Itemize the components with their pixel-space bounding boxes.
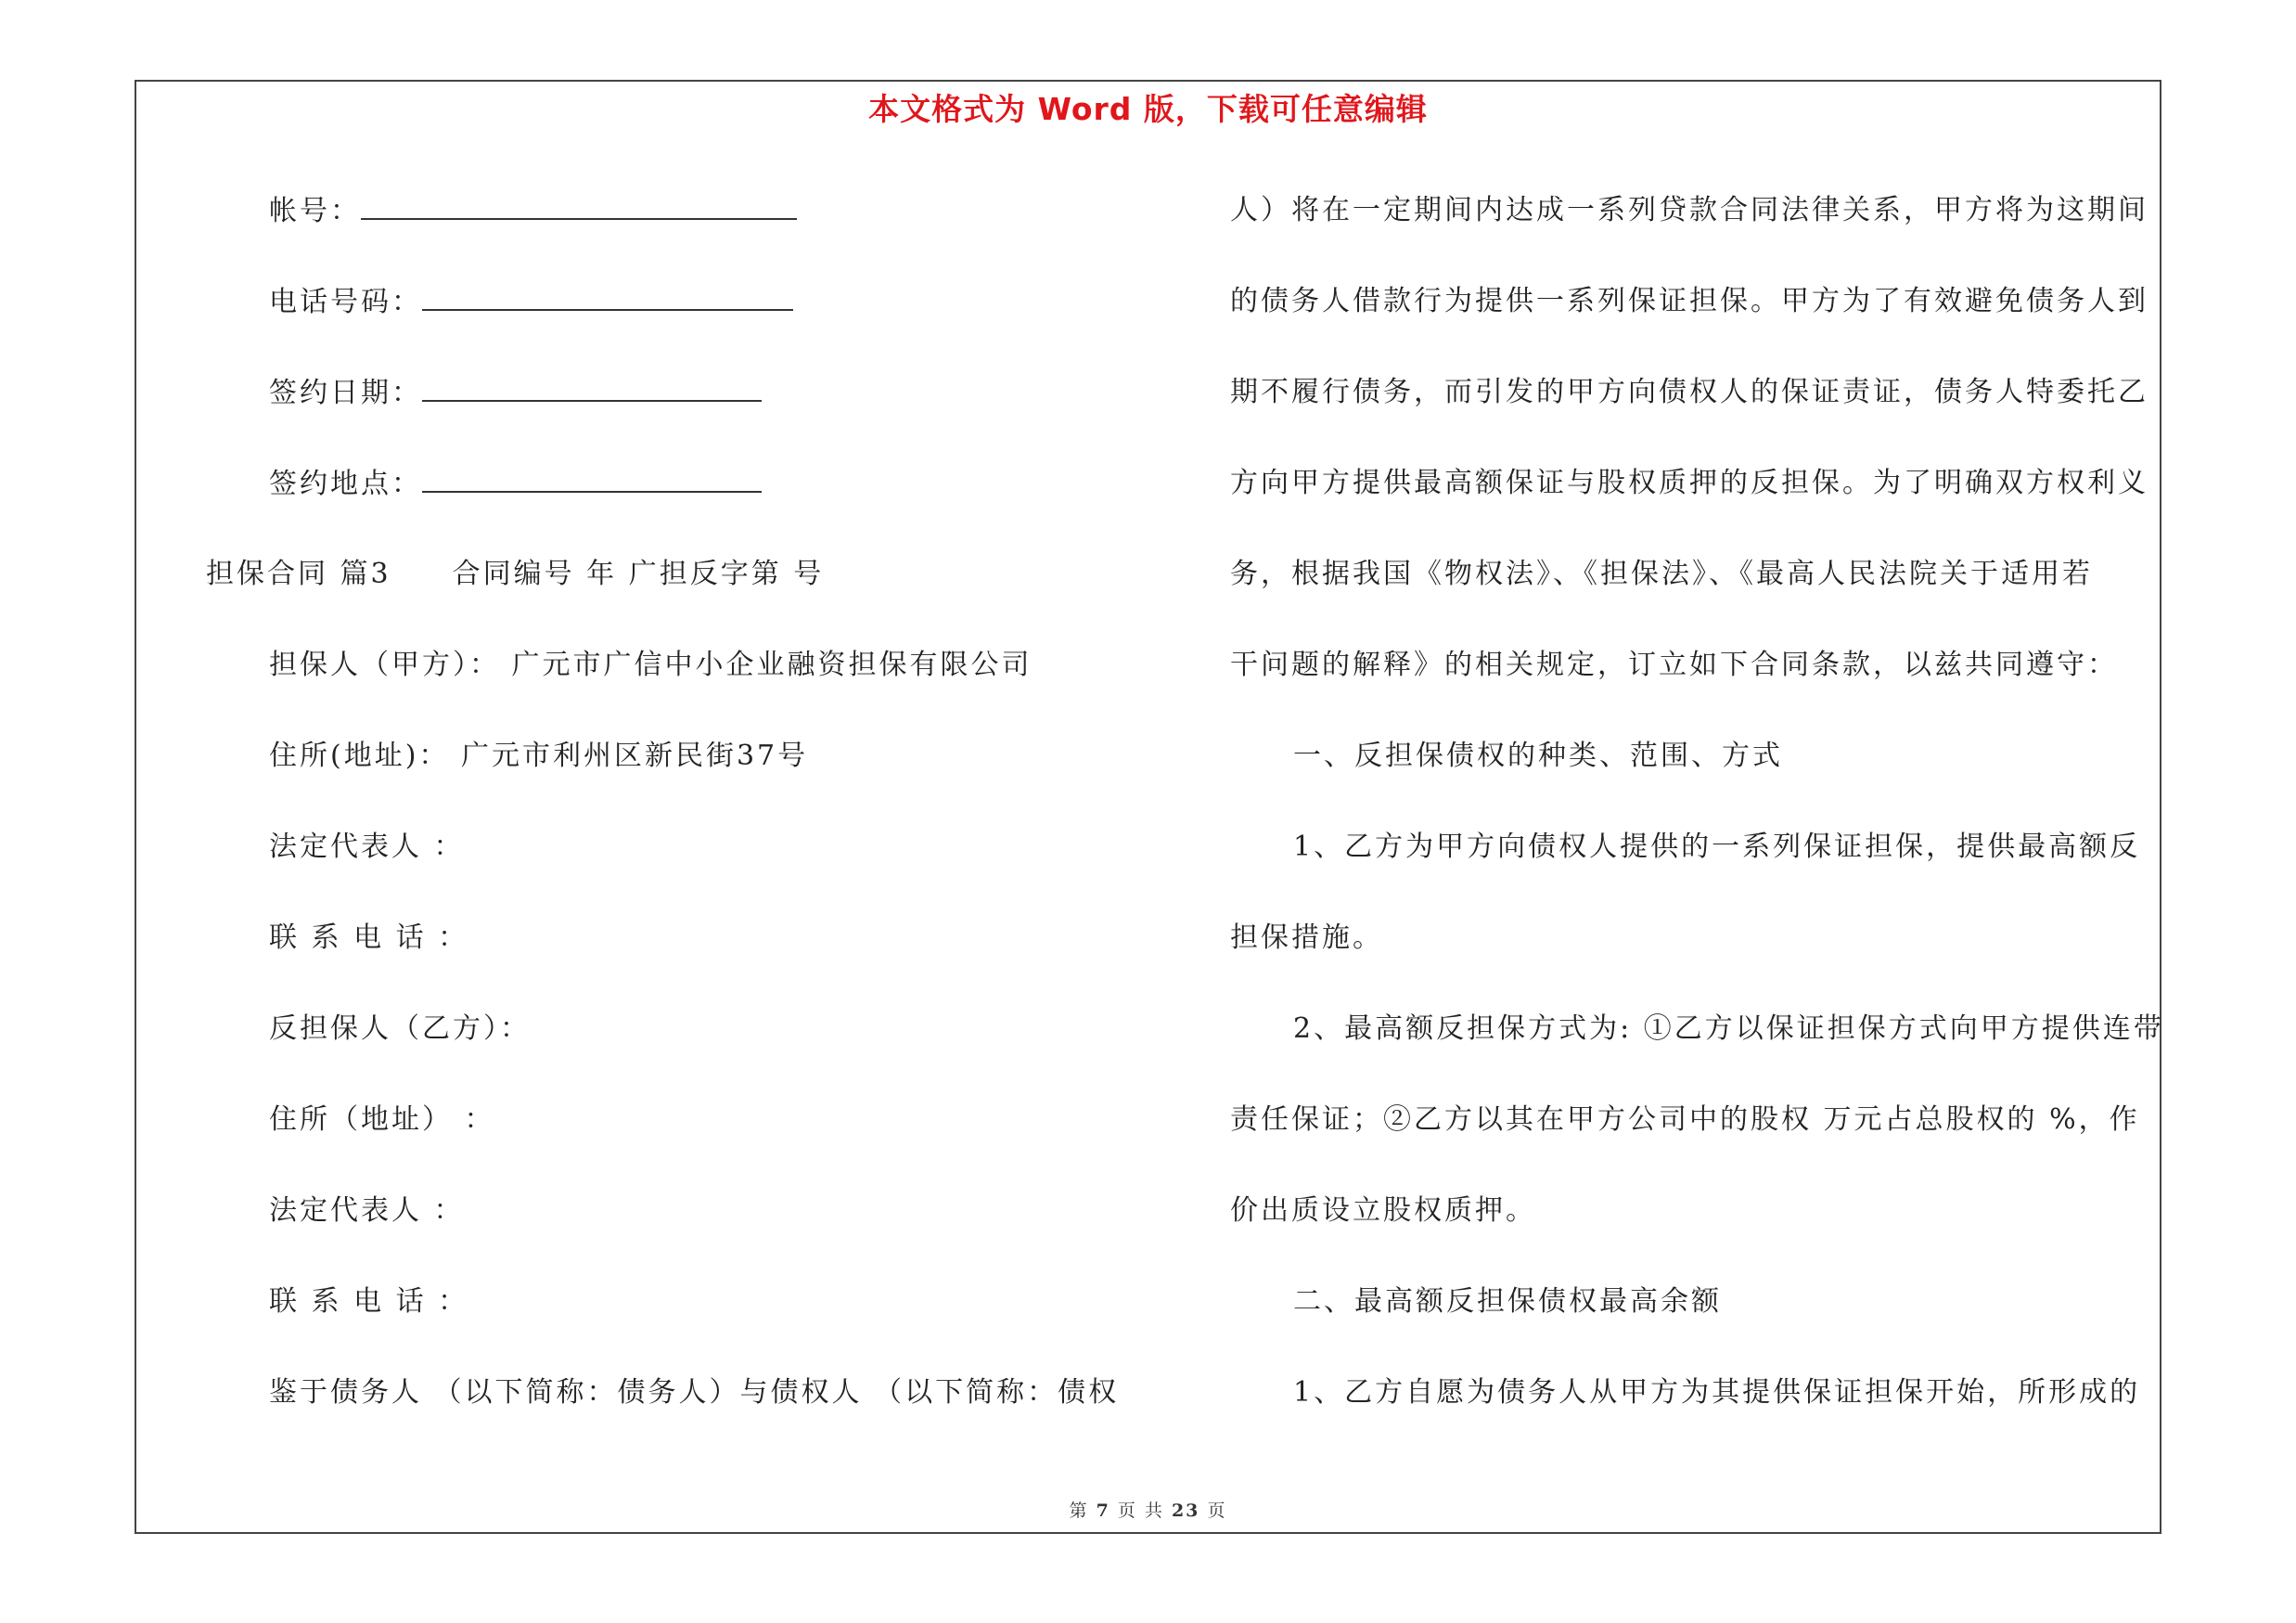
sign-date-field <box>269 374 762 412</box>
contract-number: 合同编号 年 广担反字第 号 <box>452 558 825 590</box>
body-line: 1、乙方自愿为债务人从甲方为其提供保证担保开始，所形成的 <box>1293 1376 2141 1409</box>
account-label: 帐号： <box>269 195 361 227</box>
footer-prefix: 第 <box>1069 1501 1089 1521</box>
legal-rep-line-1: 法定代表人 ： <box>269 831 465 863</box>
footer-suffix: 页 <box>1207 1501 1227 1521</box>
sign-date-blank <box>422 374 762 402</box>
counter-guarantor-line: 反担保人（乙方）： <box>269 1012 531 1045</box>
sign-place-field <box>269 465 762 503</box>
phone-field <box>269 283 793 321</box>
body-line: 期不履行债务，而引发的甲方向债权人的保证责证，债务人特委托乙 <box>1230 376 2148 408</box>
body-line: 1、乙方为甲方向债权人提供的一系列保证担保，提供最高额反 <box>1293 831 2141 863</box>
clause-heading-1: 一、反担保债权的种类、范围、方式 <box>1293 740 1783 772</box>
guarantor-line: 担保人（甲方）： 广元市广信中小企业融资担保有限公司 <box>269 649 1033 681</box>
current-page-number: 7 <box>1096 1501 1110 1521</box>
section-heading <box>206 556 824 593</box>
body-line: 2、最高额反担保方式为: ①乙方以保证担保方式向甲方提供连带 <box>1293 1012 2164 1045</box>
footer-middle: 页 共 <box>1117 1501 1164 1521</box>
body-line: 的债务人借款行为提供一系列保证担保。甲方为了有效避免债务人到 <box>1230 285 2148 317</box>
body-line: 担保措施。 <box>1230 921 1383 954</box>
legal-rep-line-2: 法定代表人 ： <box>269 1194 465 1227</box>
format-banner: 本文格式为 Word 版，下载可任意编辑 <box>868 91 1428 127</box>
counter-address-line: 住所（地址） ： <box>269 1103 495 1136</box>
sign-date-label: 签约日期： <box>269 377 422 409</box>
body-line: 价出质设立股权质押。 <box>1230 1194 1536 1227</box>
body-line: 方向甲方提供最高额保证与股权质押的反担保。为了明确双方权利义 <box>1230 467 2148 499</box>
contact-phone-line-1: 联 系 电 话 ： <box>269 921 469 954</box>
section-title: 担保合同 篇3 <box>206 558 391 590</box>
sign-place-blank <box>422 465 762 493</box>
page-footer <box>0 1497 2296 1522</box>
body-line: 务，根据我国《物权法》、《担保法》、《最高人民法院关于适用若 <box>1230 558 2093 590</box>
account-blank <box>361 192 797 220</box>
sign-place-label: 签约地点： <box>269 468 422 500</box>
preamble-line: 鉴于债务人 （以下简称：债务人）与债权人 （以下简称：债权 <box>269 1376 1120 1409</box>
total-pages-number: 23 <box>1171 1501 1200 1521</box>
clause-heading-2: 二、最高额反担保债权最高余额 <box>1293 1285 1722 1318</box>
body-line: 人）将在一定期间内达成一系列贷款合同法律关系，甲方将为这期间 <box>1230 194 2148 226</box>
phone-label: 电话号码： <box>269 286 422 318</box>
account-field <box>269 192 797 230</box>
guarantor-address-line: 住所(地址)： 广元市利州区新民街37号 <box>269 740 809 772</box>
phone-blank <box>422 283 793 311</box>
body-line: 责任保证；②乙方以其在甲方公司中的股权 万元占总股权的 %，作 <box>1230 1103 2140 1136</box>
contact-phone-line-2: 联 系 电 话 ： <box>269 1285 469 1318</box>
body-line: 干问题的解释》的相关规定，订立如下合同条款，以兹共同遵守： <box>1230 649 2118 681</box>
